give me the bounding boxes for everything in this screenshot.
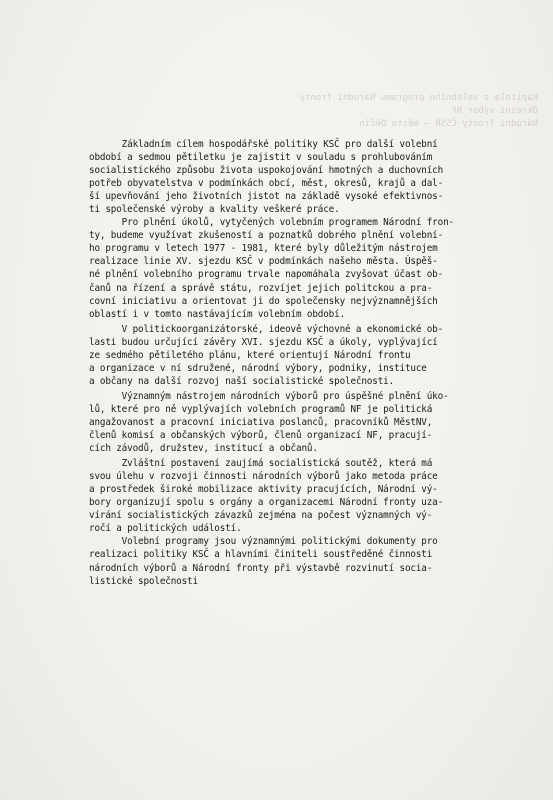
- bleed-line: Národní fronty ČSSR – město Děčín: [359, 119, 538, 129]
- text-line: ho programu v letech 1977 - 1981, které byly důležitým nástrojem: [89, 243, 438, 255]
- paragraph-2: [89, 216, 527, 320]
- text-line: členů komisí a občanských výborů, členů organizací NF, pracují-: [89, 430, 433, 442]
- text-line: vírání socialistických závazků zejména na počest významných vý-: [89, 510, 433, 522]
- text-line: angažovanost a pracovní iniciativa poslanců, pracovníků MěstNV,: [89, 416, 433, 428]
- text-line: lů, které pro ně vyplývajích volebních programů NF je politická: [89, 403, 433, 415]
- text-line: oblastí i v tomto nastávajícím volebním období.: [89, 308, 346, 320]
- text-line: a prostředek široké mobilizace aktivity pracujících, Národní vý-: [89, 484, 438, 496]
- text-line: Pro plnění úkolů, vytyčených volebním programem Národní fron-: [89, 217, 454, 229]
- text-line: realizace linie XV. sjezdu KSČ v podmínkách našeho města. Úspěš-: [89, 256, 438, 268]
- text-line: ší upevňování jeho životních jistot na základě vysoké efektivnos-: [89, 191, 444, 203]
- paragraph-1: [89, 138, 527, 216]
- document-body: [89, 138, 527, 588]
- text-line: svou úlehu v rozvoji činnosti národních výborů jako metoda práce: [89, 471, 438, 483]
- text-line: ti společenské výroby a kvality veškeré práce.: [89, 204, 340, 216]
- text-line: potřeb obyvatelstva v podmínkách obcí, měst, okresů, krajů a dal-: [89, 178, 444, 190]
- paragraph-3: [89, 323, 527, 388]
- paragraph-4: [89, 390, 527, 455]
- bleed-line: Okresní výbor NF: [451, 106, 538, 116]
- text-line: Významným nástrojem národních výborů pro úspěšné plnění úko-: [89, 390, 449, 402]
- text-line: ty, budeme využívat zkušeností a poznatků dobrého plnění volební-: [89, 230, 444, 242]
- text-line: Zvláštní postavení zaujímá socialistická soutěž, která má: [89, 458, 433, 470]
- bleed-line: Kapitola z volebního programu Národní fronty: [299, 93, 538, 103]
- text-line: realizaci politiky KSČ a hlavními činiteli soustředěné činnosti: [89, 549, 433, 561]
- text-line: bory organizují spolu s orgány a organizacemi Národní fronty uza-: [89, 497, 444, 509]
- text-line: Volební programy jsou významnými politickými dokumenty pro: [89, 536, 438, 548]
- paragraph-6: [89, 535, 527, 587]
- text-line: né plnění volebního programu trvale napomáhala zvyšovat účast ob-: [89, 269, 444, 281]
- text-line: období a sedmou pětiletku je zajistit v souladu s prohlubováním: [89, 152, 433, 164]
- text-line: ze sedmého pětiletého plánu, které orientují Národní frontu: [89, 349, 411, 361]
- text-line: lasti budou určující závěry XVI. sjezdu KSČ a úkoly, vyplývající: [89, 336, 438, 348]
- text-line: covní iniciativu a orientovat ji do společensky nejvýznamnějších: [89, 295, 438, 307]
- text-line: V politickoorganizátorské, ideově výchovné a ekonomické ob-: [89, 323, 444, 335]
- text-line: ročí a politických událostí.: [89, 523, 242, 535]
- bleed-through-text: [299, 92, 538, 131]
- paragraph-5: [89, 457, 527, 535]
- text-line: cích závodů, družstev, institucí a občanů.: [89, 443, 318, 455]
- text-line: a organizace v ní sdružené, národní výbory, podniky, instituce: [89, 362, 427, 374]
- text-line: listické společnosti: [89, 575, 198, 587]
- text-line: socialistického způsobu života uspokojování hmotných a duchovních: [89, 165, 444, 177]
- text-line: národních výborů a Národní fronty při výstavbě rozvinutí socia-: [89, 562, 433, 574]
- text-line: a občany na další rozvoj naší socialistické společnosti.: [89, 375, 395, 387]
- text-line: čanů na řízení a správě státu, rozvíjet jejich politckou a pra-: [89, 282, 433, 294]
- text-line: Základním cílem hospodářské politiky KSČ pro další volební: [89, 139, 438, 150]
